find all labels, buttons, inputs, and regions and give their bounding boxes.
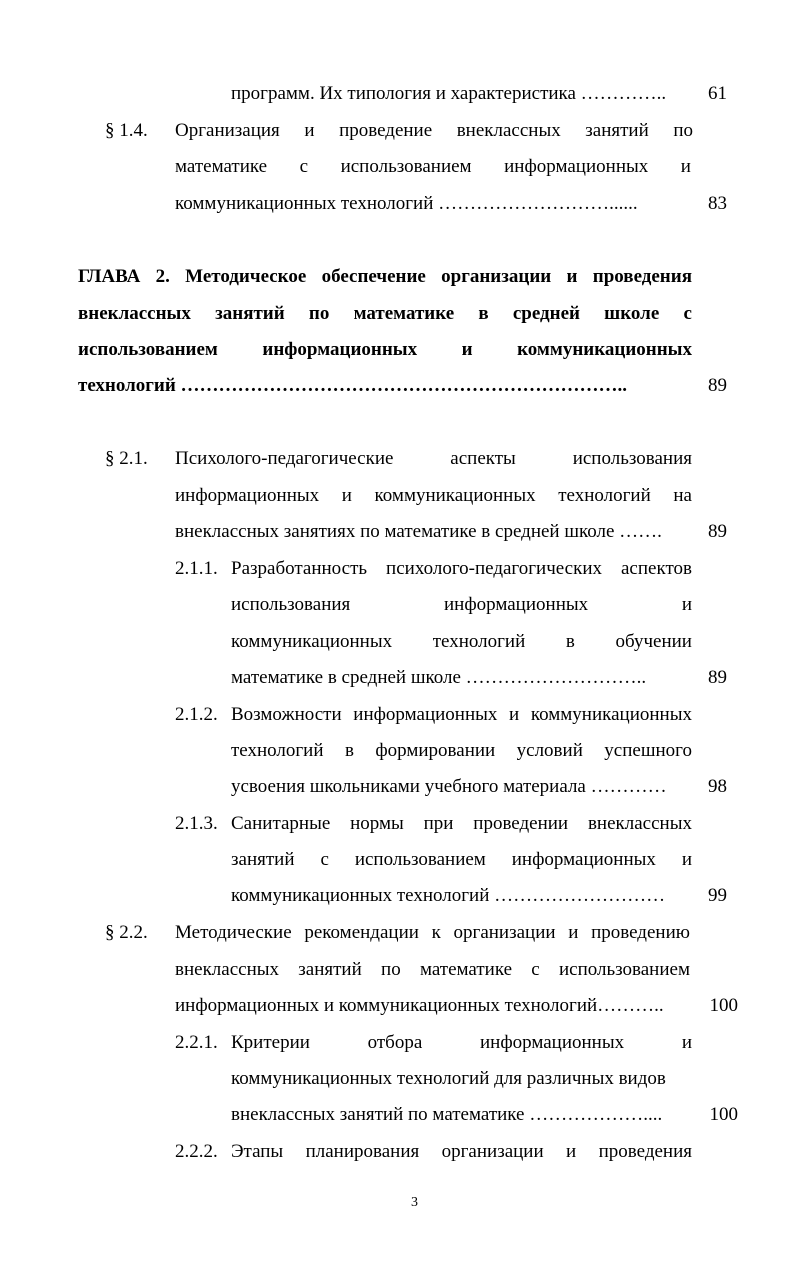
word: и [566,266,578,287]
page-number: 3 [411,1195,418,1210]
toc-entry-2-2-page: 100 [709,995,738,1016]
toc-entry-2-1-line-3: внеклассных занятиях по математике в средней школе ……. [175,521,662,542]
toc-entry-2-2-1-line-3: внеклассных занятий по математике ……………….... [231,1104,663,1125]
word: математике [175,156,268,177]
word: технологий [558,485,651,506]
word: психолого-педагогических [386,558,602,579]
word: использованием [340,156,472,177]
word: математике [419,959,513,980]
word: с [320,849,329,870]
word: рекомендации [304,922,419,943]
chapter-2-title-line-1 [78,263,692,291]
word: по [673,120,693,141]
toc-entry-1-4-number: § 1.4. [105,120,148,141]
word: в [478,303,489,324]
word: условий [516,740,583,761]
word: коммуникационных [530,704,692,725]
word: с [299,156,309,177]
word: информационных [511,849,656,870]
word: Критерии [231,1032,310,1053]
word: информационных [353,704,498,725]
toc-entry-2-2-line-3: информационных и коммуникационных технологий……….. [175,995,664,1016]
toc-entry-2-2-1-line-2: коммуникационных технологий для различных видов [231,1068,666,1089]
word: внеклассных [78,303,191,324]
word: информационных [175,485,320,506]
toc-entry-2-2-2-line-1 [231,1138,692,1166]
toc-entry-2-1-line-1 [175,445,692,473]
word: использованием [354,849,486,870]
chapter-2-title-line-3 [78,336,692,364]
word: коммуникационных [374,485,536,506]
word: занятий [298,959,362,980]
word: информационных [479,1032,625,1053]
chapter-2-page: 89 [708,375,727,396]
toc-entry-2-1-1-line-2 [231,591,692,619]
word: в [344,740,354,761]
word: и [304,120,315,141]
toc-entry-2-2-line-2 [175,956,690,984]
toc-entry-1-4-line-1 [175,117,693,145]
word: проведении [473,813,569,834]
word: и [681,849,692,870]
word: по [308,303,330,324]
word: организации [453,922,556,943]
word: Психолого-педагогические [175,448,394,469]
word: организации [441,1141,544,1162]
word: Возможности [231,704,342,725]
word: коммуникационных [231,631,393,652]
word: и [681,594,692,615]
word: обучении [615,631,692,652]
chapter-2-title-line-4 [78,372,627,400]
toc-entry-2-1-3-line-2 [231,846,692,874]
word: и [461,339,473,360]
word: средней [512,303,580,324]
word: внеклассных [456,120,561,141]
toc-entry-1-3-text: программ. Их типология и характеристика ………….. [231,83,667,104]
word: Методические [175,922,292,943]
word: информационных [504,156,649,177]
word: 2. [155,266,170,287]
word: и [680,156,691,177]
word: при [423,813,454,834]
word: к [431,922,441,943]
word: математике [353,303,455,324]
word: использования [572,448,692,469]
word: технологий [432,631,526,652]
toc-entry-2-1-3-page: 99 [708,885,727,906]
word: в [565,631,575,652]
word: по [381,959,401,980]
word: на [673,485,692,506]
word: внеклассных [175,959,280,980]
word: Разработанность [231,558,368,579]
word: информационных [262,339,418,360]
toc-entry-2-1-1-line-3 [231,628,692,656]
toc-entry-2-1-1-line-1 [231,555,692,583]
word: проведения [598,1141,692,1162]
word: проведение [339,120,433,141]
word: Этапы [231,1141,284,1162]
word: и [681,1032,692,1053]
toc-entry-2-2-line-1 [175,919,690,947]
toc-entry-2-1-page: 89 [708,521,727,542]
word: проведения [592,266,692,287]
toc-entry-2-2-2-number: 2.2.2. [175,1141,218,1162]
word: Организация [175,120,280,141]
toc-entry-2-1-1-page: 89 [708,667,727,688]
toc-entry-1-4-line-2 [175,153,691,181]
toc-entry-2-1-2-number: 2.1.2. [175,704,218,725]
word: школе [604,303,660,324]
word: с [683,303,692,324]
toc-entry-2-1-number: § 2.1. [105,448,148,469]
word: с [531,959,540,980]
chapter-2-title-line-2 [78,300,692,328]
word: аспекты [450,448,516,469]
word: и [568,922,579,943]
word: внеклассных [587,813,692,834]
word: коммуникационных [517,339,692,360]
word: и [566,1141,577,1162]
word: обеспечение [321,266,426,287]
toc-entry-2-1-2-line-1 [231,701,692,729]
toc-entry-2-1-2-line-2 [231,737,692,765]
word: использованием [558,959,690,980]
word: технологий [231,740,324,761]
toc-entry-2-1-2-page: 98 [708,776,727,797]
word: проведению [591,922,690,943]
word: и [341,485,352,506]
word: информационных [444,594,589,615]
toc-entry-1-4-line-3: коммуникационных технологий ………………………...... [175,193,638,214]
word: занятий [215,303,285,324]
toc-entry-2-1-3-number: 2.1.3. [175,813,218,834]
toc-entry-2-1-3-line-1 [231,810,692,838]
toc-entry-2-2-1-page: 100 [709,1104,738,1125]
toc-entry-1-3-page: 61 [708,83,727,104]
word: использованием [78,339,218,360]
chapter-2-title-text: технологий …………………………………………………………….. [78,375,628,396]
toc-entry-2-2-number: § 2.2. [105,922,148,943]
word: нормы [350,813,404,834]
word: Санитарные [231,813,331,834]
toc-entry-2-1-line-2 [175,482,692,510]
toc-entry-2-1-3-line-3: коммуникационных технологий ……………………… [231,885,666,906]
word: занятий [585,120,649,141]
word: организации [441,266,552,287]
toc-entry-2-1-1-number: 2.1.1. [175,558,218,579]
word: занятий [231,849,295,870]
toc-entry-1-4-page: 83 [708,193,727,214]
word: формировании [375,740,496,761]
word: отбора [367,1032,423,1053]
word: аспектов [621,558,692,579]
word: планирования [305,1141,420,1162]
word: ГЛАВА [78,266,141,287]
word: и [509,704,520,725]
toc-entry-2-1-1-line-4: математике в средней школе ……………………….. [231,667,647,688]
word: использования [231,594,351,615]
toc-entry-2-2-1-number: 2.2.1. [175,1032,218,1053]
toc-entry-2-2-1-line-1 [231,1029,692,1057]
word: успешного [604,740,692,761]
word: Методическое [185,266,307,287]
toc-entry-2-1-2-line-3: усвоения школьниками учебного материала ………… [231,776,667,797]
